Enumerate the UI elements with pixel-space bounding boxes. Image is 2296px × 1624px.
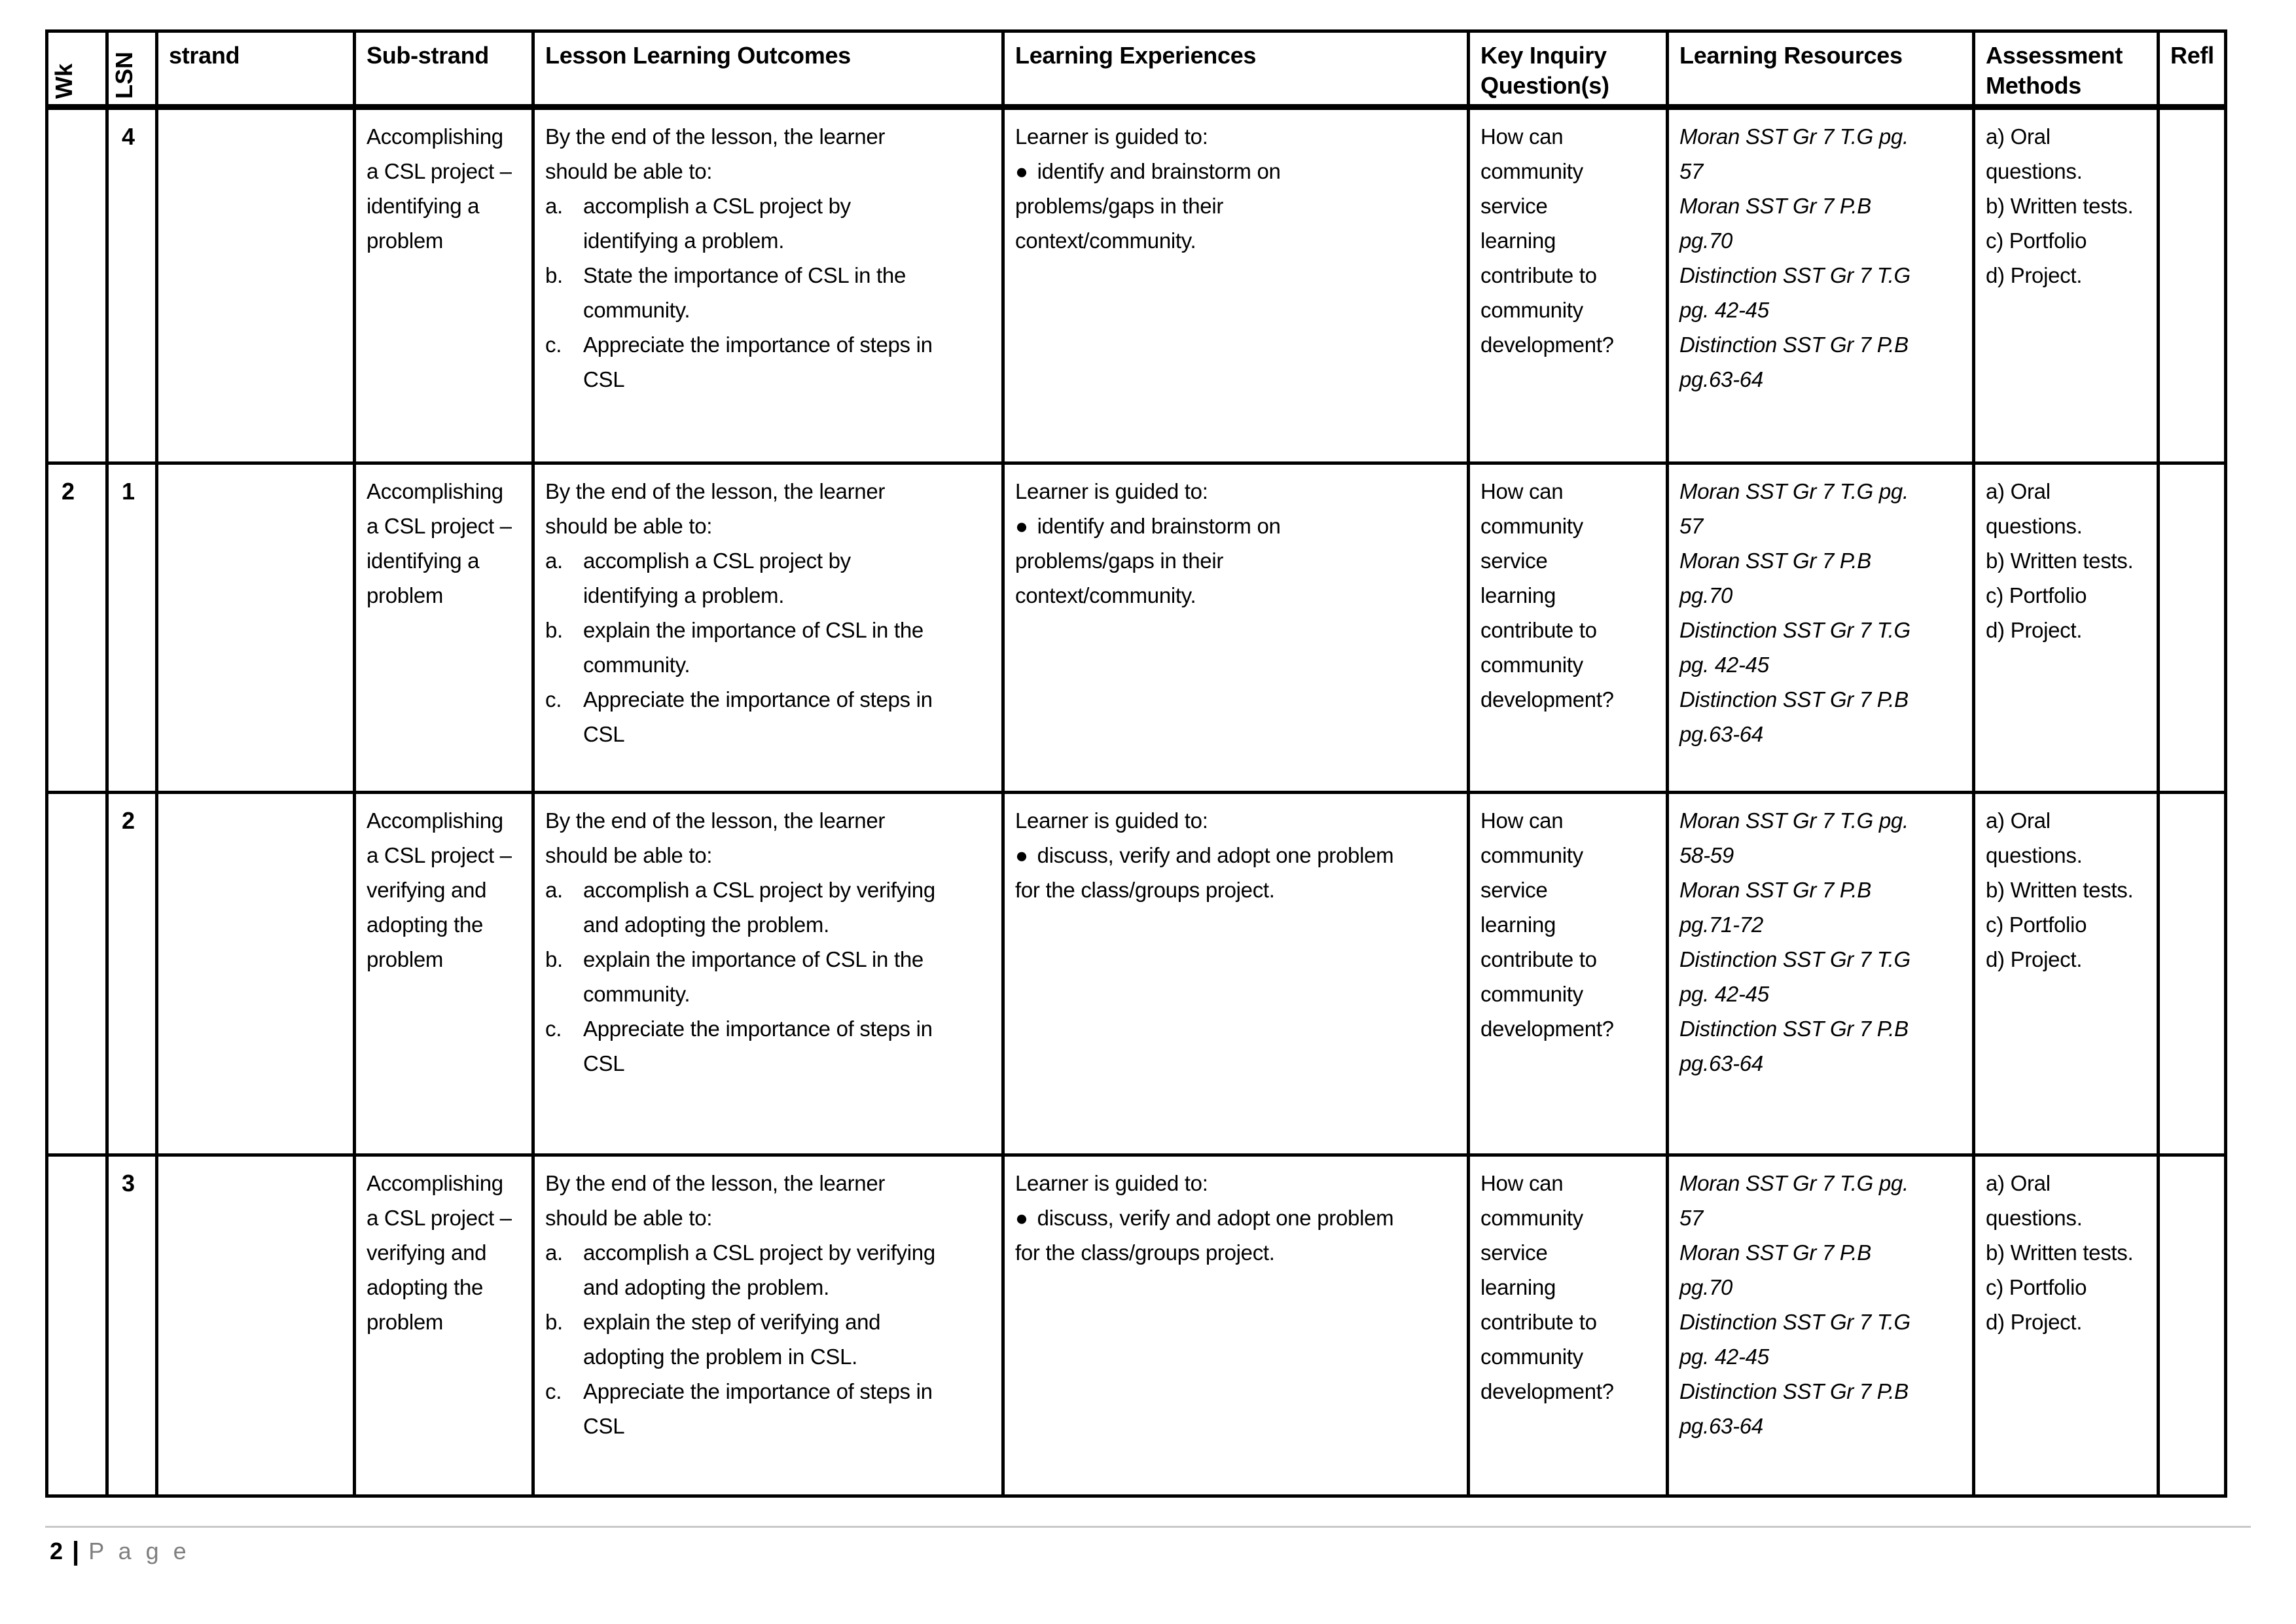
sub-strand-text: Accomplishing a CSL project – identifying a problem bbox=[367, 479, 512, 607]
resource-item: Distinction SST Gr 7 P.B pg.63-64 bbox=[1679, 333, 1909, 391]
assessment-item: a) Oral questions. bbox=[1986, 479, 2083, 538]
outcomes-intro: By the end of the lesson, the learner should be able to: bbox=[545, 1171, 886, 1230]
cell-refl bbox=[2160, 465, 2227, 794]
cell-lsn: 1 bbox=[109, 465, 158, 794]
assessment-item: a) Oral questions. bbox=[1986, 124, 2083, 183]
outcome-marker: b. bbox=[545, 263, 563, 287]
header-resources: Learning Resources bbox=[1669, 29, 1975, 110]
experience-text: identify and brainstorm on problems/gaps in their context/community. bbox=[1015, 159, 1281, 253]
outcome-text: Appreciate the importance of steps in CSL bbox=[583, 1017, 933, 1075]
footer-label: P a g e bbox=[88, 1538, 190, 1564]
outcome-item bbox=[545, 942, 992, 1011]
key-inquiry-text: How can community service learning contribute to community development? bbox=[1480, 1171, 1614, 1403]
resource-item: Moran SST Gr 7 P.B pg.70 bbox=[1679, 1240, 1871, 1299]
cell-outcomes bbox=[535, 465, 1005, 794]
experiences-intro: Learner is guided to: bbox=[1015, 124, 1208, 149]
resource-item: Distinction SST Gr 7 T.G pg. 42-45 bbox=[1679, 1310, 1910, 1369]
outcome-text: accomplish a CSL project by identifying a problem. bbox=[583, 194, 851, 253]
header-refl: Refl bbox=[2160, 29, 2227, 110]
cell-key-inquiry bbox=[1470, 110, 1669, 465]
page-number: 2 bbox=[50, 1538, 63, 1564]
bullet-icon: ● bbox=[1015, 843, 1028, 867]
header-lsn bbox=[109, 29, 158, 110]
experience-item bbox=[1015, 154, 1398, 258]
assessment-item: c) Portfolio bbox=[1986, 228, 2087, 253]
outcome-text: explain the importance of CSL in the community. bbox=[583, 947, 924, 1006]
bullet-icon: ● bbox=[1015, 1206, 1028, 1230]
outcome-item bbox=[545, 327, 992, 397]
resource-item: Distinction SST Gr 7 P.B pg.63-64 bbox=[1679, 687, 1909, 746]
cell-resources bbox=[1669, 1157, 1975, 1498]
resource-item: Moran SST Gr 7 P.B pg.71-72 bbox=[1679, 878, 1871, 937]
assessment-item: b) Written tests. bbox=[1986, 549, 2134, 573]
cell-assessment bbox=[1975, 1157, 2160, 1498]
outcome-text: accomplish a CSL project by verifying and adopting the problem. bbox=[583, 878, 935, 937]
cell-outcomes bbox=[535, 794, 1005, 1157]
cell-wk bbox=[45, 110, 109, 465]
experience-text: discuss, verify and adopt one problem for the class/groups project. bbox=[1015, 843, 1394, 902]
sub-strand-text: Accomplishing a CSL project – verifying and adopting the problem bbox=[367, 808, 512, 971]
outcome-item bbox=[545, 189, 992, 258]
assessment-item: d) Project. bbox=[1986, 263, 2083, 287]
experience-text: identify and brainstorm on problems/gaps in their context/community. bbox=[1015, 514, 1281, 607]
cell-key-inquiry bbox=[1470, 794, 1669, 1157]
outcome-text: accomplish a CSL project by identifying a problem. bbox=[583, 549, 851, 607]
assessment-item: d) Project. bbox=[1986, 618, 2083, 642]
outcome-item bbox=[545, 543, 992, 613]
header-assessment: Assessment Methods bbox=[1975, 29, 2160, 110]
cell-strand bbox=[158, 794, 356, 1157]
cell-assessment bbox=[1975, 110, 2160, 465]
assessment-item: a) Oral questions. bbox=[1986, 1171, 2083, 1230]
sub-strand-text: Accomplishing a CSL project – identifying a problem bbox=[367, 124, 512, 253]
cell-resources bbox=[1669, 110, 1975, 465]
assessment-item: b) Written tests. bbox=[1986, 878, 2134, 902]
outcome-text: State the importance of CSL in the community. bbox=[583, 263, 906, 322]
outcomes-intro: By the end of the lesson, the learner should be able to: bbox=[545, 124, 886, 183]
outcome-text: explain the step of verifying and adopting the problem in CSL. bbox=[583, 1310, 881, 1369]
assessment-item: d) Project. bbox=[1986, 1310, 2083, 1334]
cell-refl bbox=[2160, 1157, 2227, 1498]
cell-strand bbox=[158, 465, 356, 794]
resource-item: Moran SST Gr 7 T.G pg. 58-59 bbox=[1679, 808, 1909, 867]
assessment-item: b) Written tests. bbox=[1986, 194, 2134, 218]
bullet-icon: ● bbox=[1015, 159, 1028, 183]
cell-sub-strand bbox=[356, 465, 535, 794]
outcome-text: Appreciate the importance of steps in CSL bbox=[583, 1379, 933, 1438]
outcome-text: Appreciate the importance of steps in CSL bbox=[583, 333, 933, 391]
cell-experiences bbox=[1005, 110, 1470, 465]
footer-separator: | bbox=[72, 1537, 80, 1566]
cell-key-inquiry bbox=[1470, 1157, 1669, 1498]
outcome-marker: a. bbox=[545, 549, 563, 573]
header-wk bbox=[45, 29, 109, 110]
key-inquiry-text: How can community service learning contribute to community development? bbox=[1480, 479, 1614, 712]
outcome-marker: b. bbox=[545, 618, 563, 642]
resource-item: Moran SST Gr 7 T.G pg. 57 bbox=[1679, 1171, 1909, 1230]
outcome-item bbox=[545, 613, 992, 682]
table-row bbox=[45, 794, 2227, 1157]
cell-key-inquiry bbox=[1470, 465, 1669, 794]
header-strand: strand bbox=[158, 29, 356, 110]
outcome-text: explain the importance of CSL in the community. bbox=[583, 618, 924, 677]
assessment-item: a) Oral questions. bbox=[1986, 808, 2083, 867]
cell-strand bbox=[158, 110, 356, 465]
cell-lsn: 2 bbox=[109, 794, 158, 1157]
outcome-marker: a. bbox=[545, 1240, 563, 1265]
outcome-item bbox=[545, 1011, 992, 1081]
sub-strand-text: Accomplishing a CSL project – verifying and adopting the problem bbox=[367, 1171, 512, 1334]
cell-wk bbox=[45, 1157, 109, 1498]
experiences-intro: Learner is guided to: bbox=[1015, 808, 1208, 833]
outcome-item bbox=[545, 1235, 992, 1305]
experience-item bbox=[1015, 838, 1398, 907]
outcome-marker: c. bbox=[545, 333, 562, 357]
cell-experiences bbox=[1005, 794, 1470, 1157]
outcomes-intro: By the end of the lesson, the learner should be able to: bbox=[545, 808, 886, 867]
experience-item bbox=[1015, 509, 1398, 613]
cell-outcomes bbox=[535, 1157, 1005, 1498]
header-lsn-label: LSN bbox=[111, 52, 137, 99]
cell-strand bbox=[158, 1157, 356, 1498]
key-inquiry-text: How can community service learning contribute to community development? bbox=[1480, 124, 1614, 357]
cell-lsn: 4 bbox=[109, 110, 158, 465]
header-wk-label: Wk bbox=[50, 63, 77, 99]
outcome-marker: c. bbox=[545, 687, 562, 712]
table-row bbox=[45, 1157, 2227, 1498]
cell-outcomes bbox=[535, 110, 1005, 465]
outcome-marker: c. bbox=[545, 1017, 562, 1041]
cell-sub-strand bbox=[356, 110, 535, 465]
cell-experiences bbox=[1005, 1157, 1470, 1498]
outcome-marker: a. bbox=[545, 194, 563, 218]
key-inquiry-text: How can community service learning contribute to community development? bbox=[1480, 808, 1614, 1041]
cell-lsn: 3 bbox=[109, 1157, 158, 1498]
outcome-marker: b. bbox=[545, 1310, 563, 1334]
resource-item: Moran SST Gr 7 T.G pg. 57 bbox=[1679, 479, 1909, 538]
assessment-item: c) Portfolio bbox=[1986, 1275, 2087, 1299]
outcome-item bbox=[545, 873, 992, 942]
assessment-item: c) Portfolio bbox=[1986, 583, 2087, 607]
outcome-marker: a. bbox=[545, 878, 563, 902]
cell-resources bbox=[1669, 794, 1975, 1157]
scheme-of-work-table bbox=[45, 29, 2227, 1498]
table-row bbox=[45, 465, 2227, 794]
page-footer bbox=[50, 1536, 190, 1567]
assessment-item: b) Written tests. bbox=[1986, 1240, 2134, 1265]
outcome-text: Appreciate the importance of steps in CSL bbox=[583, 687, 933, 746]
experience-text: discuss, verify and adopt one problem for the class/groups project. bbox=[1015, 1206, 1394, 1265]
assessment-item: d) Project. bbox=[1986, 947, 2083, 971]
footer-divider bbox=[45, 1526, 2251, 1528]
outcomes-intro: By the end of the lesson, the learner should be able to: bbox=[545, 479, 886, 538]
outcome-marker: c. bbox=[545, 1379, 562, 1403]
header-outcomes: Lesson Learning Outcomes bbox=[535, 29, 1005, 110]
header-experiences: Learning Experiences bbox=[1005, 29, 1470, 110]
cell-wk: 2 bbox=[45, 465, 109, 794]
experiences-intro: Learner is guided to: bbox=[1015, 479, 1208, 503]
outcome-item bbox=[545, 1305, 992, 1374]
cell-assessment bbox=[1975, 794, 2160, 1157]
cell-refl bbox=[2160, 110, 2227, 465]
cell-sub-strand bbox=[356, 1157, 535, 1498]
resource-item: Moran SST Gr 7 T.G pg. 57 bbox=[1679, 124, 1909, 183]
resource-item: Distinction SST Gr 7 T.G pg. 42-45 bbox=[1679, 947, 1910, 1006]
bullet-icon: ● bbox=[1015, 514, 1028, 538]
cell-wk bbox=[45, 794, 109, 1157]
header-sub-strand: Sub-strand bbox=[356, 29, 535, 110]
assessment-item: c) Portfolio bbox=[1986, 912, 2087, 937]
table-row bbox=[45, 110, 2227, 465]
resource-item: Moran SST Gr 7 P.B pg.70 bbox=[1679, 549, 1871, 607]
resource-item: Distinction SST Gr 7 T.G pg. 42-45 bbox=[1679, 618, 1910, 677]
resource-item: Distinction SST Gr 7 T.G pg. 42-45 bbox=[1679, 263, 1910, 322]
cell-sub-strand bbox=[356, 794, 535, 1157]
cell-experiences bbox=[1005, 465, 1470, 794]
resource-item: Distinction SST Gr 7 P.B pg.63-64 bbox=[1679, 1017, 1909, 1075]
outcome-item bbox=[545, 682, 992, 751]
resource-item: Moran SST Gr 7 P.B pg.70 bbox=[1679, 194, 1871, 253]
outcome-item bbox=[545, 258, 992, 327]
outcome-marker: b. bbox=[545, 947, 563, 971]
header-key-inquiry: Key Inquiry Question(s) bbox=[1470, 29, 1669, 110]
resource-item: Distinction SST Gr 7 P.B pg.63-64 bbox=[1679, 1379, 1909, 1438]
experience-item bbox=[1015, 1200, 1398, 1270]
table-header-row bbox=[45, 29, 2227, 110]
outcome-item bbox=[545, 1374, 992, 1443]
outcome-text: accomplish a CSL project by verifying and adopting the problem. bbox=[583, 1240, 935, 1299]
cell-refl bbox=[2160, 794, 2227, 1157]
cell-resources bbox=[1669, 465, 1975, 794]
cell-assessment bbox=[1975, 465, 2160, 794]
experiences-intro: Learner is guided to: bbox=[1015, 1171, 1208, 1195]
